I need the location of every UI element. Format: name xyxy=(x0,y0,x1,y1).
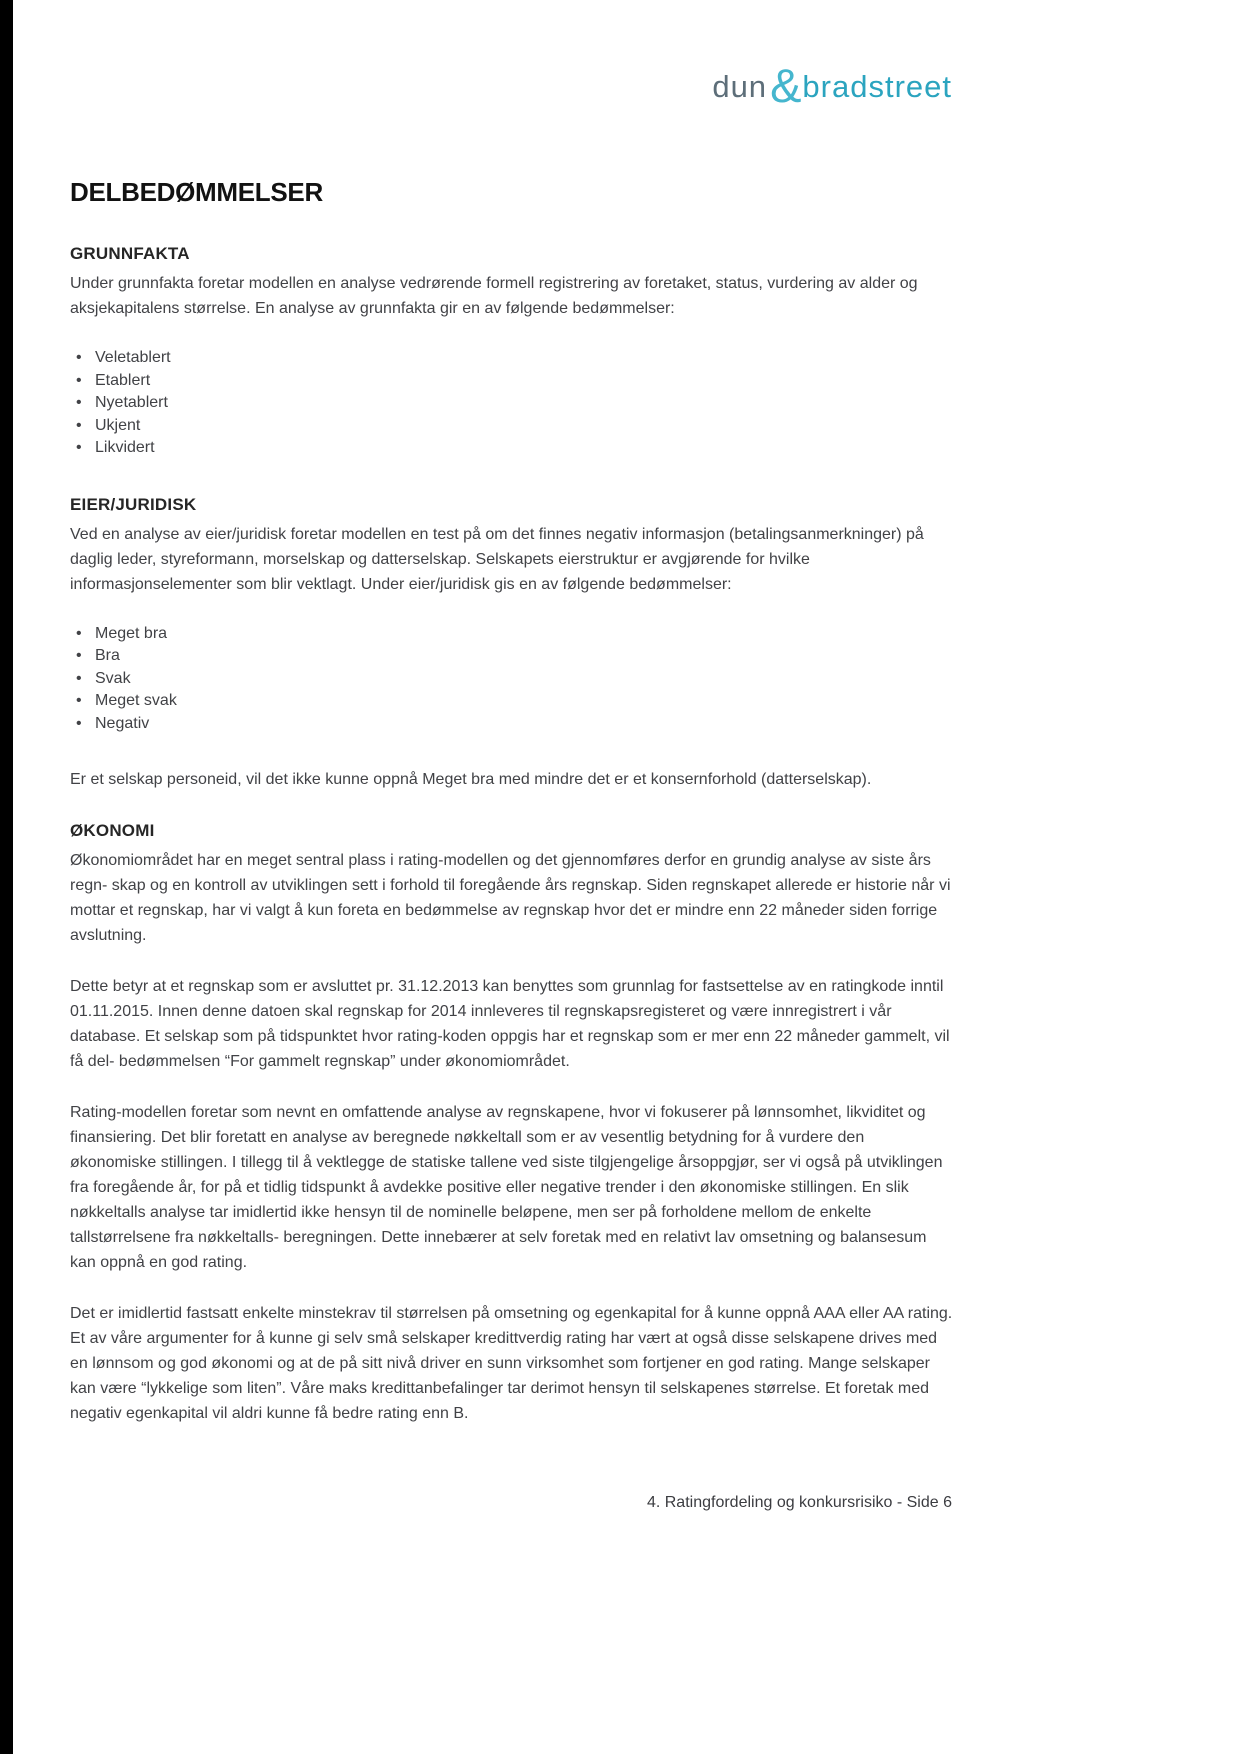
bullet-item: • Nyetablert xyxy=(74,392,954,415)
bullet-item: • Meget bra xyxy=(74,623,954,646)
logo-word-bradstreet: bradstreet xyxy=(802,69,952,104)
section-eier-juridisk xyxy=(70,492,954,793)
bullet-item: • Likvidert xyxy=(74,437,954,460)
bullet-item: • Meget svak xyxy=(74,690,954,713)
logo-word-dun: dun xyxy=(712,69,768,104)
okonomi-paragraph-1: Økonomiområdet har en meget sentral plass i rating-modellen og det gjennomføres derfor en grundig analyse av siste års regn- skap og en kontroll av utviklingen sett i forhold til foregående års regnskap. Siden regnskapet allerede er historie når vi mottar et regnskap, har vi valgt å kun foreta en bedømmelse av regnskap hvor det er mindre enn 22 måneder siden forrige avslutning. xyxy=(70,852,951,944)
okonomi-paragraph-4: Det er imidlertid fastsatt enkelte minstekrav til størrelsen på omsetning og egenkapital for å kunne oppnå AAA eller AA rating. Et av våre argumenter for å kunne gi selv små selskaper kredittverdig rating har vært at også disse selskapene drives med en lønnsom og god økonomi og at de på sitt nivå driver en sunn virksomhet som fortjener en god rating. Mange selskaper kan være “lykkelige som liten”. Våre maks kredittanbefalinger tar derimot hensyn til selskapenes størrelse. Et foretak med negativ egenkapital vil aldri kunne få bedre rating enn B. xyxy=(70,1305,953,1422)
left-edge-bar xyxy=(0,0,13,1754)
okonomi-paragraph-3: Rating-modellen foretar som nevnt en omfattende analyse av regnskapene, hvor vi fokuserer på lønnsomhet, likviditet og finansiering. Det blir foretatt en analyse av beregnede nøkkeltall som er av vesentlig betydning for å vurdere den økonomiske stillingen. I tillegg til å vektlegge de statiske tallene ved siste tilgjengelige årsoppgjør, ser vi også på utviklingen fra foregående år, for på et tidlig tidspunkt å avdekke positive eller negative trender i den økonomiske stillingen. En slik nøkkeltalls analyse tar imidlertid ikke hensyn til de nominelle beløpene, men ser på forholdene mellom de enkelte tallstørrelsene fra nøkkeltalls- beregningen. Dette innebærer at selv foretak med en relativt lav omsetning og balansesum kan oppnå en god rating. xyxy=(70,1104,943,1271)
section-heading-eier-juridisk: EIER/JURIDISK xyxy=(70,494,197,514)
eier-juridisk-bullet-list xyxy=(74,623,954,736)
section-grunnfakta xyxy=(70,241,954,460)
dun-bradstreet-logo xyxy=(70,59,952,117)
section-okonomi xyxy=(70,818,954,1426)
section-heading-grunnfakta: GRUNNFAKTA xyxy=(70,244,190,263)
grunnfakta-intro-paragraph: Under grunnfakta foretar modellen en analyse vedrørende formell registrering av foretaket, status, vurdering av alder og aksjekapitalens størrelse. En analyse av grunnfakta gir en av følgende bedømmelser: xyxy=(70,275,918,317)
document-body xyxy=(70,177,954,1452)
bullet-item: • Negativ xyxy=(74,713,954,736)
okonomi-paragraph-2: Dette betyr at et regnskap som er avsluttet pr. 31.12.2013 kan benyttes som grunnlag for fastsettelse av en ratingkode inntil 01.11.2015. Innen denne datoen skal regnskap for 2014 innleveres til regnskapsregisteret og være innregistrert i vår database. Et selskap som på tidspunktet hvor rating-koden oppgis har et regnskap som er mer enn 22 måneder gammelt, vil få del- bedømmelsen “For gammelt regnskap” under økonomiområdet. xyxy=(70,978,950,1070)
page-footer xyxy=(70,1494,952,1512)
grunnfakta-bullet-list xyxy=(74,347,954,460)
bullet-item: • Bra xyxy=(74,645,954,668)
eier-juridisk-note-paragraph: Er et selskap personeid, vil det ikke kunne oppnå Meget bra med mindre det er et konsernforhold (datterselskap). xyxy=(70,771,872,788)
bullet-item: • Etablert xyxy=(74,370,954,393)
eier-juridisk-intro-paragraph: Ved en analyse av eier/juridisk foretar modellen en test på om det finnes negativ informasjon (betalingsanmerkninger) på daglig leder, styreformann, morselskap og datterselskap. Selskapets eierstruktur er avgjørende for hvilke informasjonselementer som blir vektlagt. Under eier/juridisk gis en av følgende bedømmelser: xyxy=(70,525,924,593)
bullet-item: • Veletablert xyxy=(74,347,954,370)
section-heading-okonomi: ØKONOMI xyxy=(70,821,155,840)
page-title: DELBEDØMMELSER xyxy=(70,177,323,207)
logo-ampersand-icon: & xyxy=(770,59,802,112)
footer-text: 4. Ratingfordeling og konkursrisiko - Side 6 xyxy=(646,1494,952,1511)
bullet-item: • Ukjent xyxy=(74,415,954,438)
bullet-item: • Svak xyxy=(74,668,954,691)
